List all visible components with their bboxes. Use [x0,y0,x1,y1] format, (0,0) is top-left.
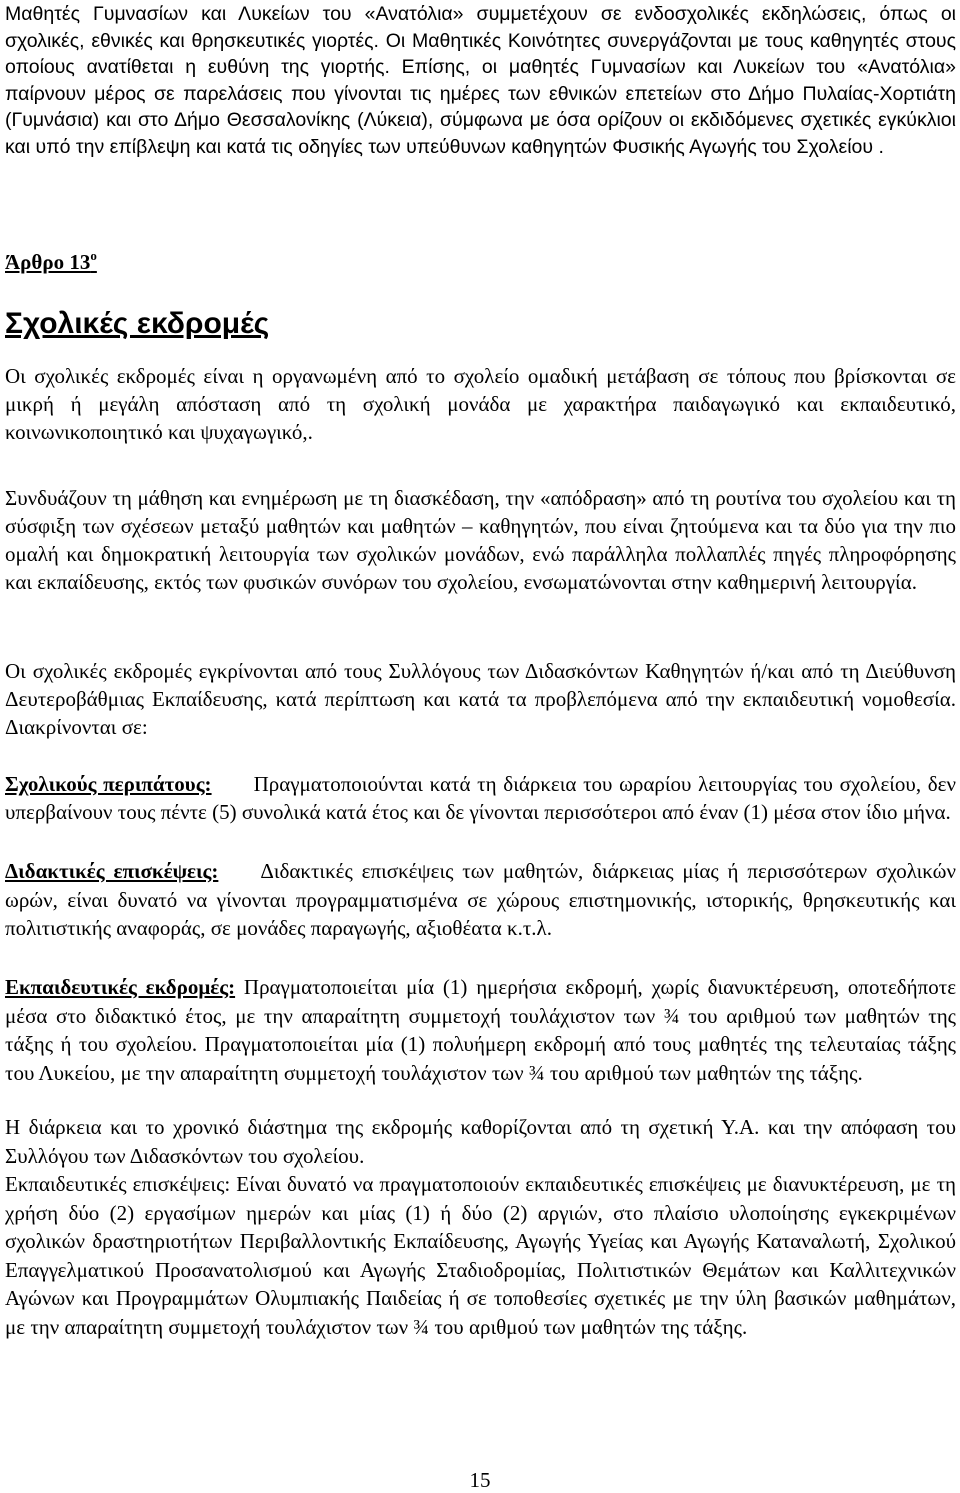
visits-term: Διδακτικές επισκέψεις: [5,859,219,883]
purpose-paragraph: Συνδυάζουν τη μάθηση και ενημέρωση με τη διασκέδαση, την «απόδραση» από τη ρουτίνα του σχολείου και τη σύσφιξη των σχέσεων μεταξύ μαθητών και μαθητών – καθηγητών, που είναι ζητούμενα και τα δύο για την πιο ομαλή και δημοκρατική λειτουργία των σχολικών μονάδων, ενώ παράλληλα πολλαπλές πηγές πληροφόρησης και εκπαίδευσης, εκτός των φυσικών συνόρων του σχολείου, ενσωματώνονται στην καθημερινή λειτουργία. [5,486,956,594]
excursions-text: Πραγματοποιείται μία (1) ημερήσια εκδρομή, χωρίς διανυκτέρευση, οποτεδήποτε μέσα στο διδακτικό έτος, με την απαραίτητη συμμετοχή τουλάχιστον των ¾ του αριθμού των μαθητών της τάξης ή του σχολείου. Πραγματοποιείται μία (1) πολυήμερη εκδρομή από τους μαθητές της τελευταίας τάξης του Λυκείου, με την απαραίτητη συμμετοχή τουλάχιστον των ¾ του αριθμού των μαθητών της τάξης. [5,975,957,1085]
page-number: 15 [469,1468,491,1492]
excursions-term: Εκπαιδευτικές εκδρομές: [5,975,236,999]
walks-text: Πραγματοποιούνται κατά τη διάρκεια του ωραρίου λειτουργίας του σχολείου, δεν υπερβαίνουν τους πέντε (5) συνολικά κατά έτος και δε γίνονται περισσότεροι από έναν (1) μέσα στον ίδιο μήνα. [5,772,956,824]
walks-term: Σχολικούς περιπάτους: [5,772,212,796]
article-label: Άρθρο 13 [5,250,91,274]
approval-paragraph: Οι σχολικές εκδρομές εγκρίνονται από τους Συλλόγους των Διδασκόντων Καθηγητών ή/και από τη Διεύθυνση Δευτεροβάθμιας Εκπαίδευσης, κατά περίπτωση και κατά τα προβλεπόμενα από την εκπαιδευτική νομοθεσία. Διακρίνονται σε: [5,659,956,739]
visits-paragraph [5,857,956,943]
intro-paragraph: Μαθητές Γυμνασίων και Λυκείων του «Ανατόλια» συμμετέχουν σε ενδοσχολικές εκδηλώσεις, όπως οι σχολικές, εθνικές και θρησκευτικές γιορτές. Οι Μαθητικές Κοινότητες συνεργάζονται με τους καθηγητές στους οποίους ανατίθεται η ευθύνη της γιορτής. Επίσης, οι μαθητές Γυμνασίων και Λυκείων του «Ανατόλια» παίρνουν μέρος σε παρελάσεις που γίνονται τις ημέρες των εθνικών επετείων στο Δήμο Πυλαίας-Χορτιάτη (Γυμνάσια) και στο Δήμο Θεσσαλονίκης (Λύκεια), σύμφωνα με όσα ορίζουν οι εκδιδόμενες σχετικές εγκύκλιοι και υπό την επίβλεψη και κατά τις οδηγίες των υπεύθυνων καθηγητών Φυσικής Αγωγής του Σχολείου . [5,3,956,158]
article-number [5,250,97,275]
excursions-paragraph [5,973,956,1087]
duration-paragraph: Η διάρκεια και το χρονικό διάστημα της εκδρομής καθορίζονται από τη σχετική Υ.Α. και την απόφαση του Συλλόγου των Διδασκόντων του σχολείου. [5,1115,956,1168]
educational-visits-paragraph: Εκπαιδευτικές επισκέψεις: Είναι δυνατό να πραγματοποιούν εκπαιδευτικές επισκέψεις με διανυκτέρευση, με τη χρήση δύο (2) εργασίμων ημερών και μίας (1) ή δύο (2) αργιών, στο πλαίσιο υλοποίησης εγκεκριμένων σχολικών δραστηριοτήτων Περιβαλλοντικής Εκπαίδευσης, Αγωγής Υγείας και Αγωγής Καταναλωτή, Σχολικού Επαγγελματικού Προσανατολισμού και Αγωγής Σταδιοδρομίας, Πολιτιστικών Θεμάτων και Καλλιτεχνικών Αγώνων και Προγραμμάτων Ολυμπιακής Παιδείας ή σε τοποθεσίες σχετικές με την ύλη βασικών μαθημάτων, με την απαραίτητη συμμετοχή τουλάχιστον των ¾ του αριθμού των μαθητών της τάξης. [5,1172,956,1339]
article-ordinal-suffix: ο [90,248,97,263]
visits-text: Διδακτικές επισκέψεις των μαθητών, διάρκειας μίας ή περισσότερων σχολικών ωρών, είναι δυνατό να γίνονται προγραμματισμένα σε χώρους επιστημονικής, ιστορικής, θρησκευτικής και πολιτιστικής αναφοράς, σε μονάδες παραγωγής, αξιοθέατα κ.τ.λ. [5,859,957,940]
section-title: Σχολικές εκδρομές [5,307,270,340]
walks-paragraph [5,770,956,826]
definition-paragraph: Οι σχολικές εκδρομές είναι η οργανωμένη από το σχολείο ομαδική μετάβαση σε τόπους που βρίσκονται σε μικρή ή μεγάλη απόσταση από τη σχολική μονάδα με χαρακτήρα παιδαγωγικό και εκπαιδευτικό, κοινωνικοποιητικό και ψυχαγωγικό,. [5,364,956,444]
